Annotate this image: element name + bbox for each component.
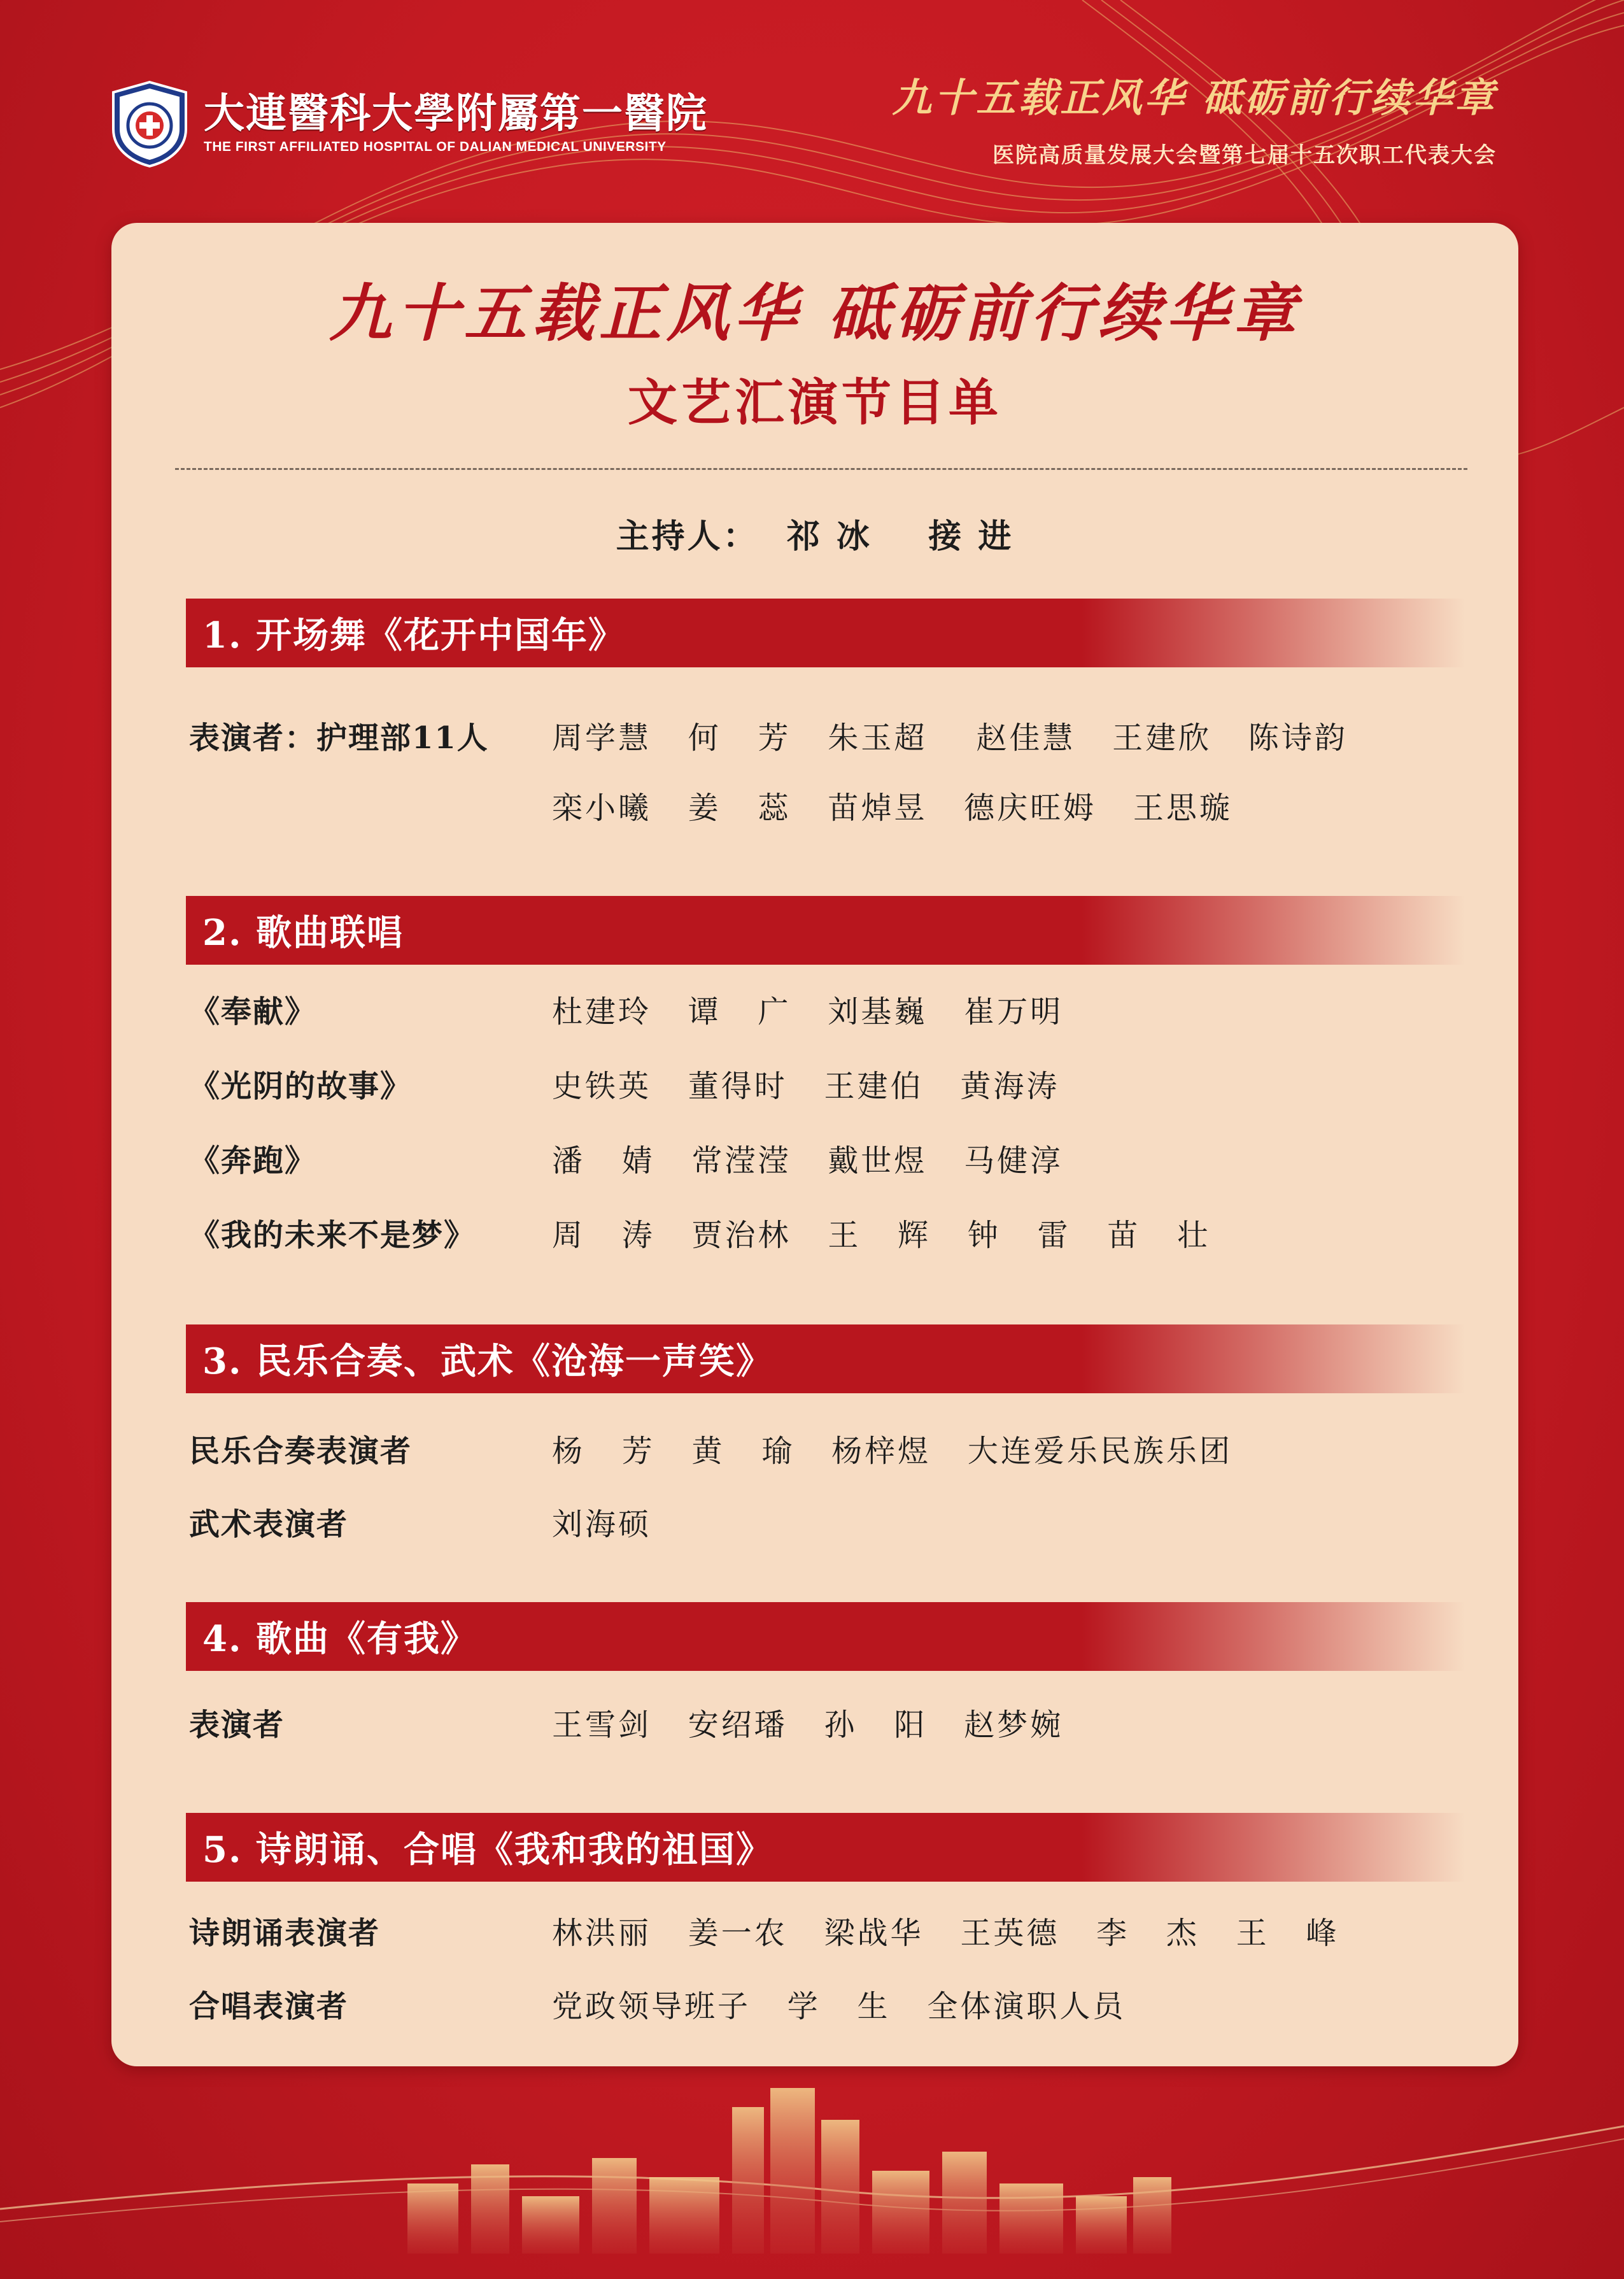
- row-names: 周学慧 何 芳 朱玉超 赵佳慧 王建欣 陈诗韵: [552, 720, 1348, 756]
- program-subtitle: 文艺汇演节目单: [627, 374, 1002, 432]
- row-names: 刘海硕: [552, 1507, 652, 1542]
- performer-row: [189, 1061, 1462, 1106]
- row-label: 《我的未来不是梦》: [189, 1218, 476, 1253]
- row-names: 王雪剑 安绍璠 孙 阳 赵梦婉: [552, 1707, 1064, 1743]
- section-header-5: [186, 1813, 1465, 1882]
- section-title: 2. 歌曲联唱: [202, 912, 404, 954]
- row-label: 武术表演者: [189, 1507, 349, 1542]
- dashed-divider: [175, 468, 1467, 470]
- program-card: [111, 223, 1518, 2066]
- row-label: 民乐合奏表演者: [189, 1433, 413, 1469]
- performer-row: [189, 1136, 1462, 1181]
- hosts-line: 主持人： 祁 冰 接 进: [616, 517, 1014, 556]
- performer-row: [189, 783, 1462, 828]
- city-skyline-decoration: [0, 2050, 1624, 2279]
- row-label: 《光阴的故事》: [189, 1069, 413, 1104]
- section-title: 4. 歌曲《有我》: [202, 1618, 477, 1660]
- performer-row: [189, 987, 1462, 1032]
- row-label: 诗朗诵表演者: [189, 1915, 381, 1951]
- section-title: 3. 民乐合奏、武术《沧海一声笑》: [202, 1340, 773, 1382]
- row-names: 林洪丽 姜一农 梁战华 王英德 李 杰 王 峰: [552, 1915, 1339, 1951]
- section-header-3: [186, 1324, 1465, 1393]
- section-header-1: [186, 599, 1465, 667]
- row-label: 表演者: [189, 1707, 285, 1743]
- row-names: 周 涛 贾治林 王 辉 钟 雷 苗 壮: [552, 1218, 1211, 1253]
- conference-name: 医院高质量发展大会暨第七届十五次职工代表大会: [992, 143, 1497, 169]
- row-label: 《奔跑》: [189, 1143, 317, 1179]
- row-label: 合唱表演者: [189, 1989, 349, 2024]
- section-header-2: [186, 896, 1465, 965]
- row-names: 杜建玲 谭 广 刘基巍 崔万明: [552, 994, 1064, 1030]
- row-label: 表演者：护理部11人: [189, 720, 489, 756]
- section-title: 5. 诗朗诵、合唱《我和我的祖国》: [202, 1829, 773, 1871]
- performer-row: [189, 1700, 1462, 1745]
- section-title: 1. 开场舞《花开中国年》: [202, 614, 625, 657]
- row-names: 栾小曦 姜 蕊 苗焯昱 德庆旺姆 王思璇: [552, 790, 1232, 826]
- program-title: 九十五载正风华 砥砺前行续华章: [328, 277, 1301, 350]
- header-slogan-group: [892, 76, 1497, 169]
- performer-row: [189, 1210, 1462, 1255]
- row-names: 杨 芳 黄 瑜 杨梓煜 大连爱乐民族乐团: [552, 1433, 1232, 1469]
- section-header-4: [186, 1602, 1465, 1671]
- row-label: 《奉献》: [189, 994, 317, 1030]
- performer-row: [189, 713, 1462, 758]
- row-names: 党政领导班子 学 生 全体演职人员: [552, 1989, 1126, 2024]
- performer-row: [189, 1426, 1462, 1471]
- hospital-emblem-icon: [108, 80, 191, 169]
- hospital-name-en: THE FIRST AFFILIATED HOSPITAL OF DALIAN MEDICAL UNIVERSITY: [204, 139, 667, 154]
- row-names: 潘 婧 常滢滢 戴世煜 马健淳: [552, 1143, 1064, 1179]
- performer-row: [189, 1908, 1462, 1953]
- row-names: 史铁英 董得时 王建伯 黄海涛: [552, 1069, 1060, 1104]
- performer-row: [189, 1982, 1462, 2026]
- hospital-name-cn: 大連醫科大學附屬第一醫院: [204, 90, 708, 138]
- hospital-logo-group: [108, 80, 708, 169]
- performer-row: [189, 1500, 1462, 1544]
- header-slogan: 九十五载正风华 砥砺前行续华章: [892, 75, 1497, 121]
